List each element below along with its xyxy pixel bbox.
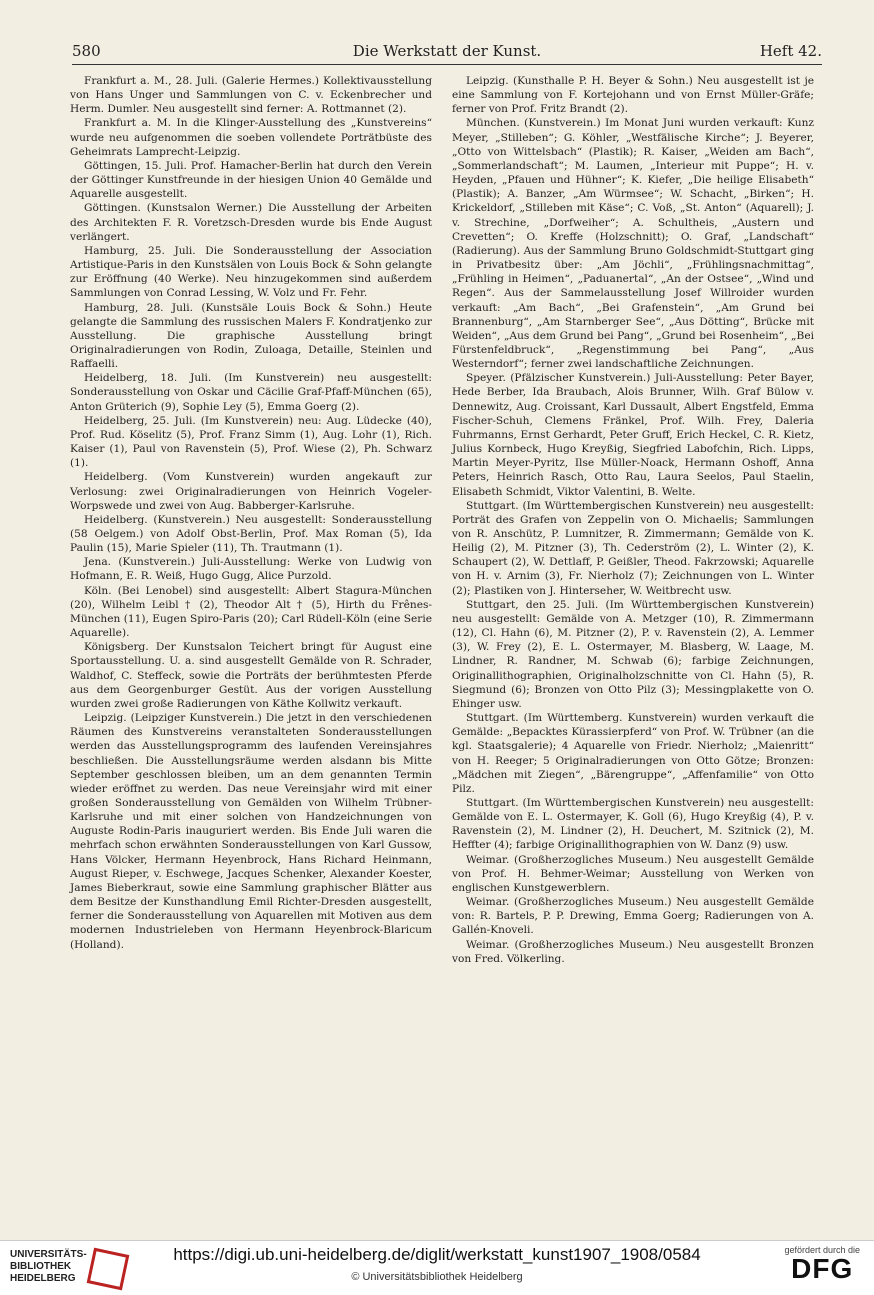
article-paragraph: Jena. (Kunstverein.) Juli-Ausstellung: Werke von Ludwig von Hofmann, E. R. Weiß, Hugo Gugg, Alice Purzold. <box>70 556 432 583</box>
issue-number: Heft 42. <box>759 42 822 60</box>
permalink[interactable]: https://digi.ub.uni-heidelberg.de/diglit/werkstatt_kunst1907_1908/0584 <box>173 1245 701 1264</box>
article-paragraph: Leipzig. (Kunsthalle P. H. Beyer & Sohn.) Neu ausgestellt ist je eine Sammlung von F. Kortejohann und von Ernst Müller-Gräfe; ferner von Prof. Fritz Brandt (2). <box>452 75 814 116</box>
article-paragraph: Stuttgart. (Im Württembergischen Kunstverein) neu ausgestellt: Gemälde von E. L. Ostermayer, K. Goll (6), Hugo Kreyßig (4), P. v. Ravenstein (2), M. Lindner (2), H. Deuchert, M. Szitnick (2), M. Heffter (4); farbige Originallithographien von W. Danz (9) usw. <box>452 796 814 852</box>
page-number: 580 <box>72 42 101 60</box>
right-column <box>452 74 814 966</box>
article-paragraph: Frankfurt a. M., 28. Juli. (Galerie Hermes.) Kollektivausstellung von Hans Unger und Sammlungen von C. v. Eckenbrecher und Herm. Dumler. Neu ausgestellt sind ferner: A. Rottmannet (2). <box>70 75 432 116</box>
running-title: Die Werkstatt der Kunst. <box>352 42 542 60</box>
article-paragraph: Weimar. (Großherzogliches Museum.) Neu ausgestellt Gemälde von Prof. H. Behmer-Weimar; Ausstellung von Werken von englischen Kunstgewerblern. <box>452 853 814 894</box>
article-paragraph: Leipzig. (Leipziger Kunstverein.) Die jetzt in den verschiedenen Räumen des Kunstvereins veranstalteten Sonderausstellungen werden das Ausstellungsprogramm des laufenden Vereinsjahres beschließen. Die Ausstellungsräume werden alsdann bis Mitte September geschlossen bleiben, um an dem genannten Termin wieder eröffnet zu werden. Das neue Vereinsjahr wird mit einer großen Sonderausstellung von Gemälden von Wilhelm Trübner-Karlsruhe und mit einer solchen von Handzeichnungen von Auguste Rodin-Paris inauguriert werden. Bis Ende Juli waren die mehrfach schon erwähnten Sonderausstellungen von Karl Gussow, Hans Völcker, Hermann Heyenbrock, Hans Richard Heinmann, August Rieper, v. Eschwege, Jacques Schenker, Alexander Koester, James Bieberkraut, sowie eine Sammlung graphischer Blätter aus dem Besitze der Kunsthandlung Emil Richter-Dresden ausgestellt, ferner die Sonderausstellung von Aquarellen mit Motiven aus dem modernen Industrieleben von Hermann Heyenbrock-Blaricum (Holland). <box>70 712 432 951</box>
funder-label: gefördert durch die <box>784 1245 860 1255</box>
article-paragraph: Hamburg, 25. Juli. Die Sonderausstellung der Association Artistique-Paris in den Kunstsälen von Louis Bock & Sohn gelangte zur Eröffnung (40 Werke). Neu hinzugekommen sind außerdem Sammlungen von Conrad Lessing, W. Volz und Fr. Fehr. <box>70 244 432 300</box>
library-logo-text: UNIVERSITÄTS- BIBLIOTHEK HEIDELBERG <box>10 1249 87 1284</box>
article-paragraph: Stuttgart, den 25. Juli. (Im Württembergischen Kunstverein) neu ausgestellt: Gemälde von A. Metzger (10), R. Zimmermann (12), Cl. Hahn (6), M. Pitzner (2), P. v. Ravenstein (2), A. Lemmer (3), W. Frey (2), E. L. Ostermayer, M. Blasberg, W. Laage, M. Lindner, R. Randner, M. Schwab (6); farbige Zeichnungen, Originallithographien, Originalholzschnitte von Cl. Hahn (5), R. Siegmund (6); Bronzen von Otto Pilz (3); Messingplakette von O. Ehinger usw. <box>452 598 814 710</box>
article-paragraph: Heidelberg. (Vom Kunstverein) wurden angekauft zur Verlosung: zwei Originalradierungen von Heinrich Vogeler-Worpswede und zwei von Aug. Babberger-Karlsruhe. <box>70 471 432 512</box>
article-paragraph: Weimar. (Großherzogliches Museum.) Neu ausgestellt Bronzen von Fred. Völkerling. <box>452 938 814 965</box>
article-paragraph: Göttingen, 15. Juli. Prof. Hamacher-Berlin hat durch den Verein der Göttinger Kunstfreunde in der hiesigen Union 40 Gemälde und Aquarelle ausgestellt. <box>70 159 432 201</box>
article-paragraph: Frankfurt a. M. In die Klinger-Ausstellung des „Kunstvereins“ wurde neu aufgenommen die soeben vollendete Porträtbüste des Geheimrats Lamprecht-Leipzig. <box>70 117 432 158</box>
article-paragraph: Stuttgart. (Im Württembergischen Kunstverein) neu ausgestellt: Porträt des Grafen von Zeppelin von O. Michaelis; Sammlungen von R. Anschütz, P. Lumnitzer, R. Zimmermann; Gemälde von K. Heilig (2), M. Pitzner (3), Th. Cederström (2), L. Winter (2), K. Schaupert (2), W. Dettlaff, P. Geißler, Theod. Fakrzowski; Aquarelle von H. v. Arnim (3), Fr. Nierholz (7); Zeichnungen von L. Winter (2); Plastiken von J. Hinterseher, W. Weitbrecht usw. <box>452 499 814 597</box>
article-paragraph: Weimar. (Großherzogliches Museum.) Neu ausgestellt Gemälde von: R. Bartels, P. P. Drewing, Emma Goerg; Radierungen von A. Gallén-Knoveli. <box>452 896 814 937</box>
article-paragraph: Heidelberg, 18. Juli. (Im Kunstverein) neu ausgestellt: Sonderausstellung von Oskar und Cäcilie Graf-Pfaff-München (65), Anton Grüterich (9), Sophie Ley (5), Emma Goerg (2). <box>70 372 432 413</box>
article-paragraph: Königsberg. Der Kunstsalon Teichert bringt für August eine Sportausstellung. U. a. sind ausgestellt Gemälde von R. Schrader, Waldhof, C. Steffeck, sowie die Porträts der berühmtesten Pferde aus dem Georgenburger Gestüt. Aus der vorigen Ausstellung wurden zwei große Radierungen von Käthe Kollwitz verkauft. <box>70 641 432 710</box>
funder-name: DFG <box>791 1253 854 1284</box>
article-paragraph: Speyer. (Pfälzischer Kunstverein.) Juli-Ausstellung: Peter Bayer, Hede Berber, Ida Braubach, Alois Brunner, Wilh. Graf Bülow v. Dennewitz, Aug. Croissant, Karl Dussault, Albert Engstfeld, Emma Fischer-Schuh, Clemens Fränkel, Prof. Wilh. Frey, Daleria Fuhrmanns, Ernst Gerhardt, Peter Gruff, Erich Heckel, C. R. Kietz, Julius Kornbeck, Hugo Kreyßig, Siegfried Labofchin, Rich. Lipps, Martin Meyer-Pyritz, Ilse Müller-Noack, Hermann Oshoff, Anna Peters, Heinrich Rasch, Otto Rau, Laura Seelos, Paul Staelin, Elisabeth Schmidt, Viktor Valentini, B. Welte. <box>452 372 814 498</box>
article-paragraph: Hamburg, 28. Juli. (Kunstsäle Louis Bock & Sohn.) Heute gelangte die Sammlung des russischen Malers F. Kondratjenko zur Ausstellung. Die graphische Ausstellung bringt Originalradierungen von Rodin, Zuloaga, Detaille, Steinlen und Raffaelli. <box>70 301 432 371</box>
article-paragraph: Stuttgart. (Im Württemberg. Kunstverein) wurden verkauft die Gemälde: „Bepacktes Kürassierpferd“ von Prof. W. Trübner (an die kgl. Staatsgalerie); 4 Aquarelle von Friedr. Nierholz; „Maienritt“ von H. Reeger; 5 Originalradierungen von Otto Götze; Bronzen: „Mädchen mit Ziegen“, „Bärengruppe“, „Affenfamilie“ von Otto Pilz. <box>452 712 814 795</box>
article-paragraph: München. (Kunstverein.) Im Monat Juni wurden verkauft: Kunz Meyer, „Stilleben“; G. Köhler, „Westfälische Kirche“; J. Beyerer, „Otto von Wittelsbach“ (Plastik); R. Kaiser, „Weiden am Bach“, „Sommerlandschaft“; M. Laumen, „Interieur mit Puppe“; H. v. Heyden, „Pfauen und Hühner“; K. Kiefer, „Die heilige Elisabeth“ (Plastik); A. Banzer, „Am Würmsee“; W. Schacht, „Birken“; H. Krickeldorf, „Stilleben mit Käse“; C. Voß, „St. Anton“ (Aquarell); J. v. Strechine, „Dorfweiher“; A. Schultheis, „Austern und Crevetten“; O. Kreffe (Holzschnitt); O. Graf, „Landschaft“ (Radierung). Aus der Sammlung Bruno Goldschmidt-Stuttgart ging in Privatbesitz über: „Am Jöchli“, „Frühlingsnachmittag“, „Frühling in Heimen“, „Paduanertal“, „An der Ostsee“, „Wind und Regen“. Aus der Sammelausstellung Josef Willroider wurden verkauft: „Am Bach“, „Bei Grafenstein“, „Am Grund bei Brannenburg“, „Am Starnberger See“, „Aus Dötting“, Brücke mit Weiden“, „Aus dem Grund bei Pang“, „Grund bei Rosenheim“, „Bei Fürstenfeldbruck“, „Regenstimmung bei Pang“, „Aus Westerndorf“; ferner zwei landschaftliche Zeichnungen. <box>452 117 814 371</box>
article-paragraph: Heidelberg, 25. Juli. (Im Kunstverein) neu: Aug. Lüdecke (40), Prof. Rud. Köselitz (5), Prof. Franz Simm (1), Aug. Lohr (1), Rich. Kaiser (1), Paul von Ravenstein (5), Prof. Wiese (2), Ph. Schwarz (1). <box>70 414 432 470</box>
left-column <box>70 74 432 952</box>
article-paragraph: Heidelberg. (Kunstverein.) Neu ausgestellt: Sonderausstellung (58 Oelgem.) von Adolf Obst-Berlin, Prof. Max Roman (5), Ida Paulin (15), Marie Spieler (11), Th. Trautmann (1). <box>70 513 432 555</box>
article-paragraph: Göttingen. (Kunstsalon Werner.) Die Ausstellung der Arbeiten des Architekten F. R. Voretzsch-Dresden wurde bis Ende August verlängert. <box>70 202 432 243</box>
copyright-notice: © Universitätsbibliothek Heidelberg <box>351 1271 523 1283</box>
dfg-logo[interactable] <box>784 1245 860 1283</box>
page-header <box>72 40 822 65</box>
article-paragraph: Köln. (Bei Lenobel) sind ausgestellt: Albert Stagura-München (20), Wilhelm Leibl † (2), Theodor Alt † (5), Hirth du Frênes-München (11), Eugen Spiro-Paris (20); Carl Rüdell-Köln (eine Serie Aquarelle). <box>70 584 432 640</box>
viewer-footer <box>0 1240 874 1295</box>
